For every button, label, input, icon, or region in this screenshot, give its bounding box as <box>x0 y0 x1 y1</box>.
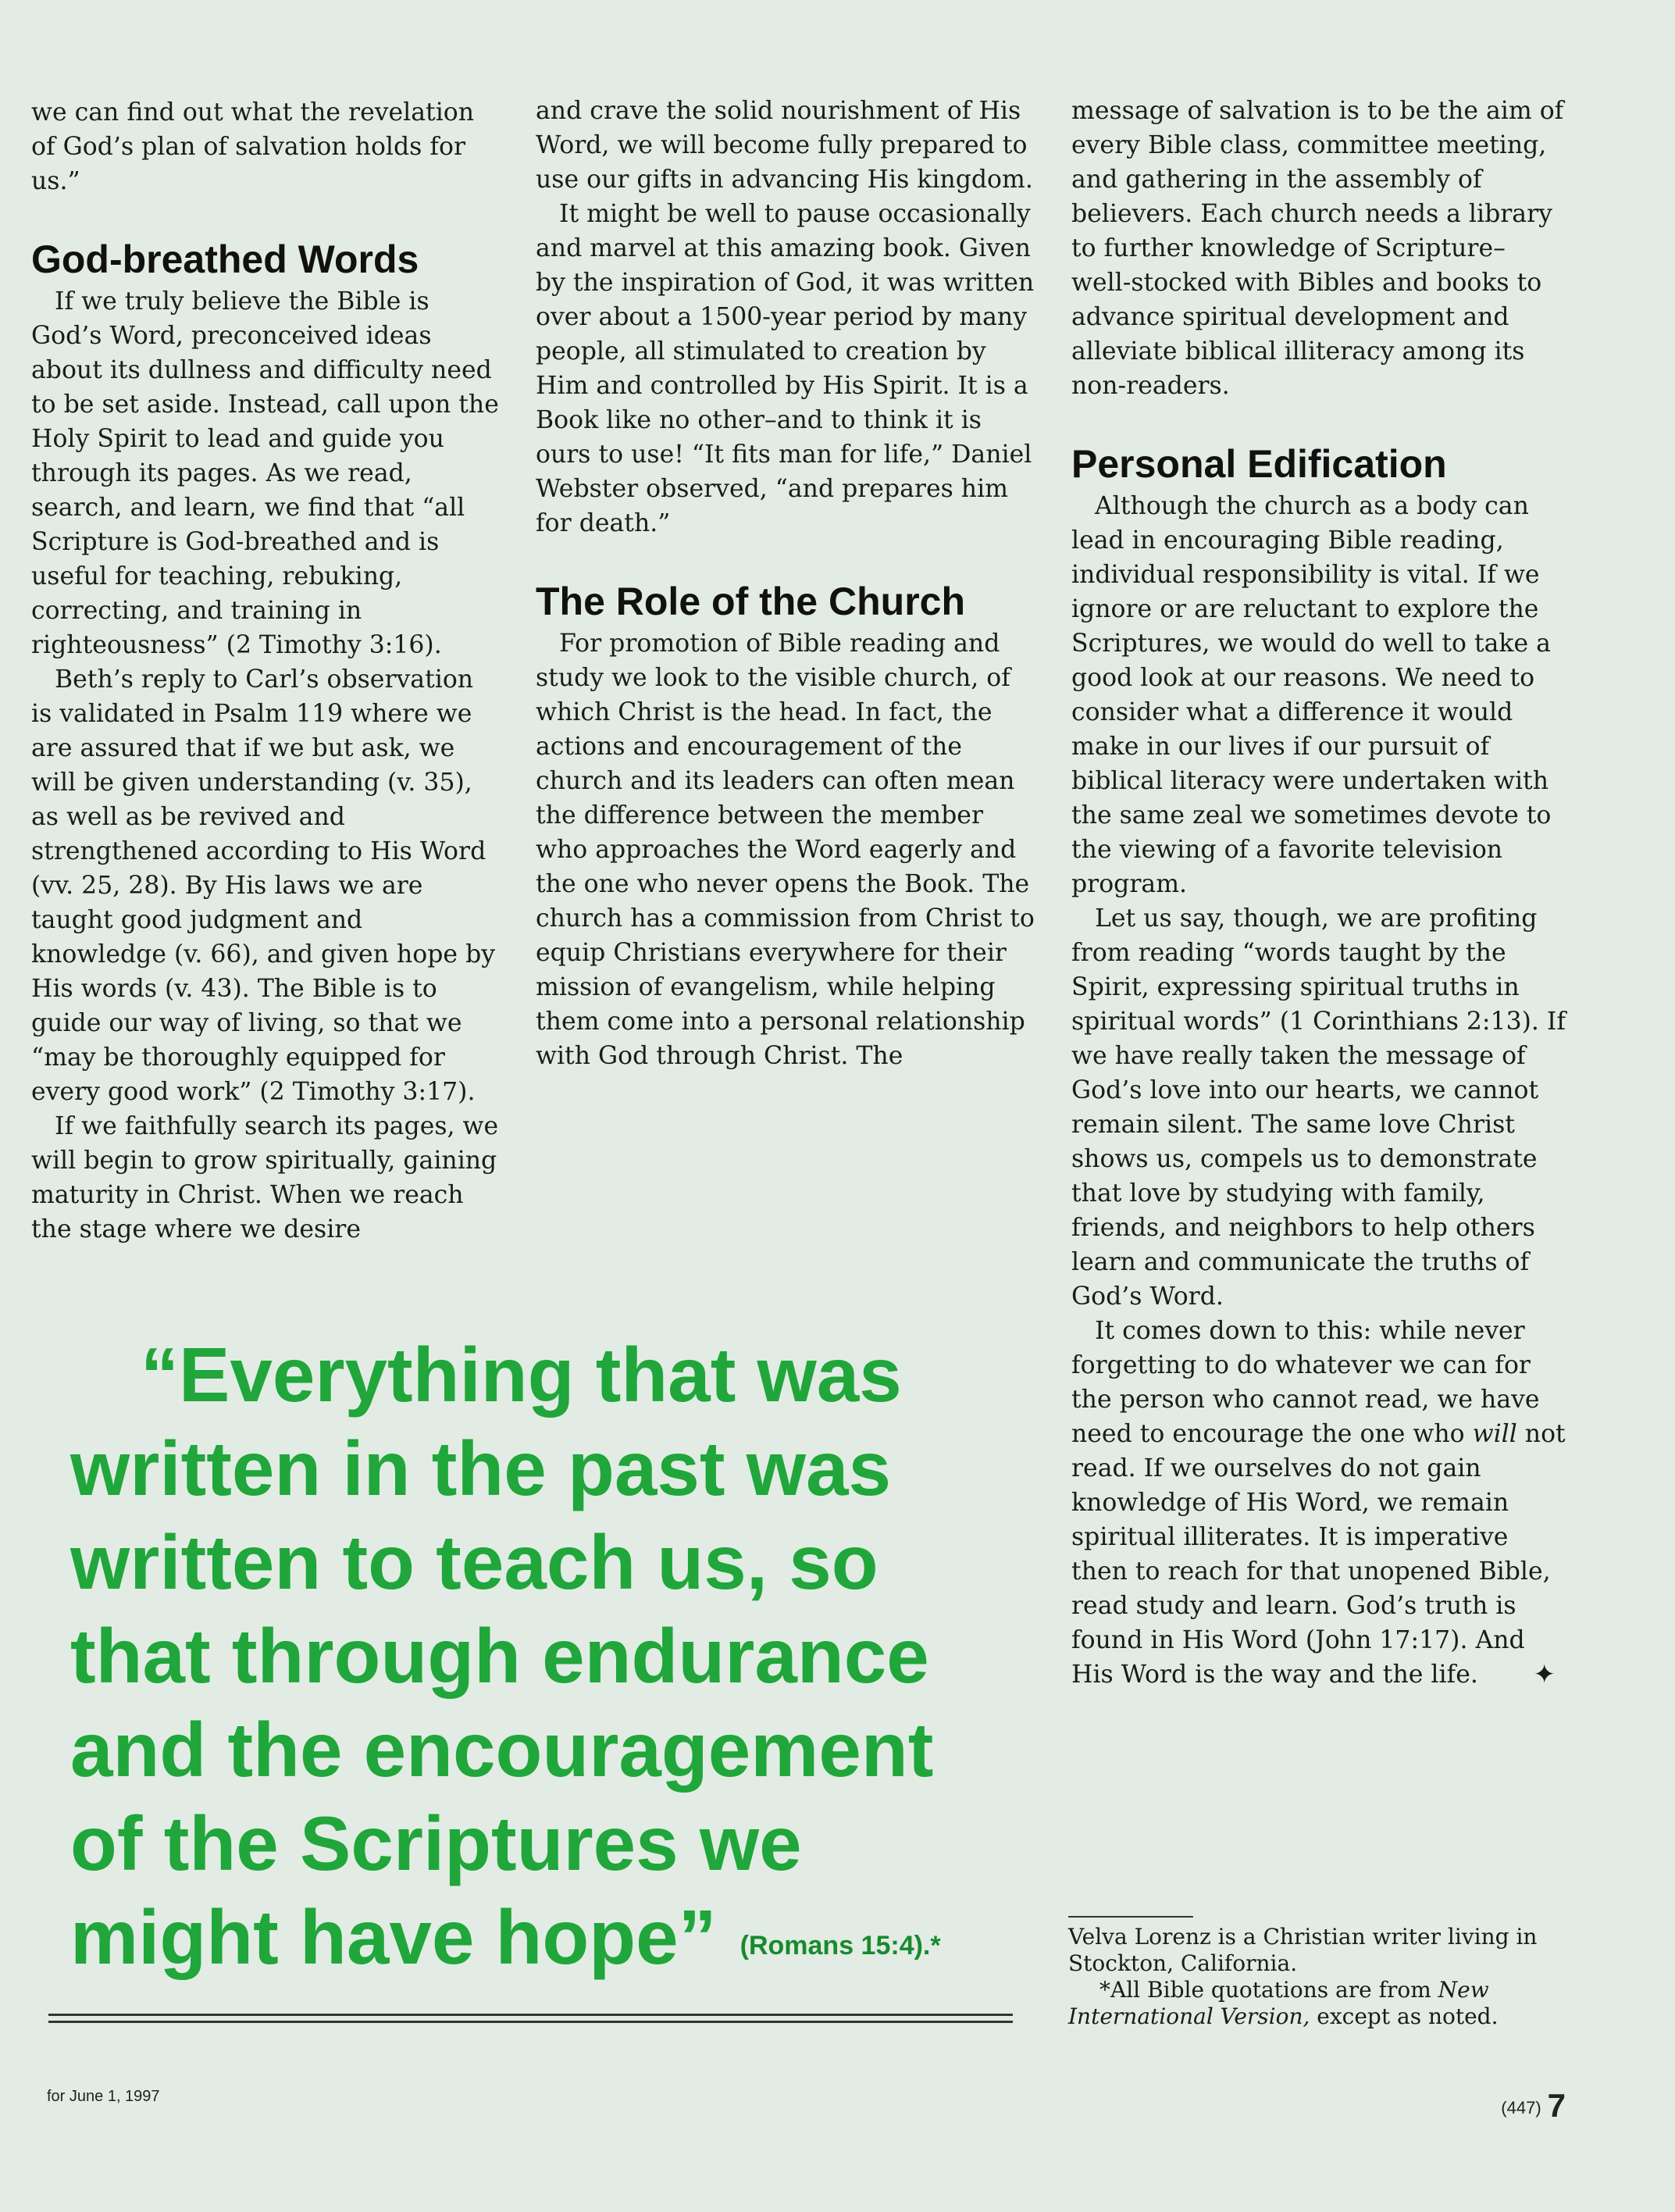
column-1-paragraph-3: If we faithfully search its pages, we will begin to grow spiritually, gaining maturity in Christ. When we reach the stage where we desire <box>31 1112 499 1243</box>
double-rule-divider <box>48 2014 1013 2023</box>
pull-quote-line-1: “Everything that was <box>141 1332 902 1418</box>
bio-divider <box>1068 1916 1193 1918</box>
pull-quote-line-3: written to teach us, so <box>70 1519 878 1605</box>
footnote-text-1: *All Bible quotations are from <box>1099 1977 1438 2003</box>
last-paragraph-text-1: It comes down to this: while never forgetting to do whatever we can for the person who cannot read, we have need to encourage the one who <box>1071 1317 1540 1448</box>
column-1-intro: we can find out what the revelation of God’s plan of salvation holds for us.” <box>31 98 475 195</box>
end-mark-icon: ✦ <box>1533 1659 1556 1690</box>
heading-role-of-the-church: The Role of the Church <box>536 580 965 623</box>
issue-date-footer: for June 1, 1997 <box>47 2088 160 2105</box>
page-number: 7 <box>1547 2087 1566 2124</box>
page-number-footer <box>1501 2087 1566 2125</box>
pull-quote <box>70 1328 1007 1993</box>
column-1-paragraph-2: Beth’s reply to Carl’s observation is validated in Psalm 119 where we are assured that if we but ask, we will be given understanding (v. 35), as well as be revived and strengthened according to His Word (vv. 25, 28). By His laws we are taught good judgment and knowledge (v. 66), and given hope by His words (v. 43). The Bible is to guide our way of living, so that we “may be thoroughly equipped for every good work” (2 Timothy 3:17). <box>31 665 496 1106</box>
column-3-paragraph-2: Although the church as a body can lead in encouraging Bible reading, individual responsibility is vital. If we ignore or are reluctant to explore the Scriptures, we would do well to take a good look at our reasons. We need to consider what a difference it would make in our lives if our pursuit of biblical literacy were undertaken with the same zeal we sometimes devote to the viewing of a favorite television program. <box>1071 492 1552 898</box>
pull-quote-line-7-wrap <box>70 1890 1007 1993</box>
column-1-paragraph-1: If we truly believe the Bible is God’s Word, preconceived ideas about its dullness and difficulty need to be set aside. Instead, call upon the Holy Spirit to lead and guide you through its pages. As we read, search, and learn, we find that “all Scripture is God-breathed and is useful for teaching, rebuking, correcting, and training in righteousness” (2 Timothy 3:16). <box>31 287 499 659</box>
heading-god-breathed-words: God-breathed Words <box>31 237 419 281</box>
heading-personal-edification: Personal Edification <box>1071 442 1447 486</box>
footnote-version-italic: New International Version, <box>1068 1977 1489 2029</box>
column-2-paragraph-1: and crave the solid nourishment of His Word, we will become fully prepared to use our gifts in advancing His kingdom. <box>536 97 1033 194</box>
pull-quote-line-2: written in the past was <box>70 1425 891 1511</box>
column-3-paragraph-1: message of salvation is to be the aim of every Bible class, committee meeting, and gathering in the assembly of believers. Each church needs a library to further knowledge of Scripture– well-stocked with Bibles and books to advance spiritual development and alleviate biblical illiteracy among its non-readers. <box>1071 97 1564 400</box>
last-paragraph-text-2: not read. If we ourselves do not gain knowledge of His Word, we remain spiritual illiterates. It is imperative then to reach for that unopened Bible, read study and learn. God’s truth is found in His Word (John 17:17). And His Word is the way and the life. <box>1071 1420 1566 1689</box>
author-note: Velva Lorenz is a Christian writer living in Stockton, California. <box>1068 1924 1538 1976</box>
pull-quote-line-7: might have hope” <box>70 1894 717 1980</box>
scripture-footnote <box>1068 1977 1568 2030</box>
pull-quote-line-5: and the encouragement <box>70 1707 934 1793</box>
pull-quote-line-4: that through endurance <box>70 1613 929 1699</box>
column-2-paragraph-3: For promotion of Bible reading and study we look to the visible church, of which Christ is the head. In fact, the actions and encouragement of the church and its leaders can often mean the difference between the member who approaches the Word eagerly and the one who never opens the Book. The church has a commission from Christ to equip Christians everywhere for their mission of evangelism, while helping them come into a personal relationship with God through Christ. The <box>536 630 1035 1070</box>
pull-quote-citation: (Romans 15:4).* <box>739 1931 941 1960</box>
author-bio <box>1068 1916 1568 2030</box>
page-number-small: (447) <box>1501 2098 1541 2117</box>
pull-quote-line-6: of the Scriptures we <box>70 1800 802 1886</box>
article-column-1 <box>31 95 500 1247</box>
footnote-text-2: except as noted. <box>1310 2003 1499 2029</box>
column-3-paragraph-3: Let us say, though, we are profiting from reading “words taught by the Spirit, expressing spiritual truths in spiritual words” (1 Corinthians 2:13). If we have really taken the message of God’s love into our hearts, we cannot remain silent. The same love Christ shows us, compels us to demonstrate that love by studying with family, friends, and neighbors to help others learn and communicate the truths of God’s Word. <box>1071 904 1566 1311</box>
column-3-paragraph-4 <box>1071 1314 1571 1692</box>
column-2-paragraph-2: It might be well to pause occasionally and marvel at this amazing book. Given by the inspiration of God, it was written over about a 1500-year period by many people, all stimulated to creation by Him and controlled by His Spirit. It is a Book like no other–and to think it is ours to use! “It fits man for life,” Daniel Webster observed, “and prepares him for death.” <box>536 200 1035 537</box>
article-column-3 <box>1071 94 1571 1692</box>
article-column-2 <box>536 94 1035 1073</box>
last-paragraph-italic: will <box>1472 1420 1517 1448</box>
